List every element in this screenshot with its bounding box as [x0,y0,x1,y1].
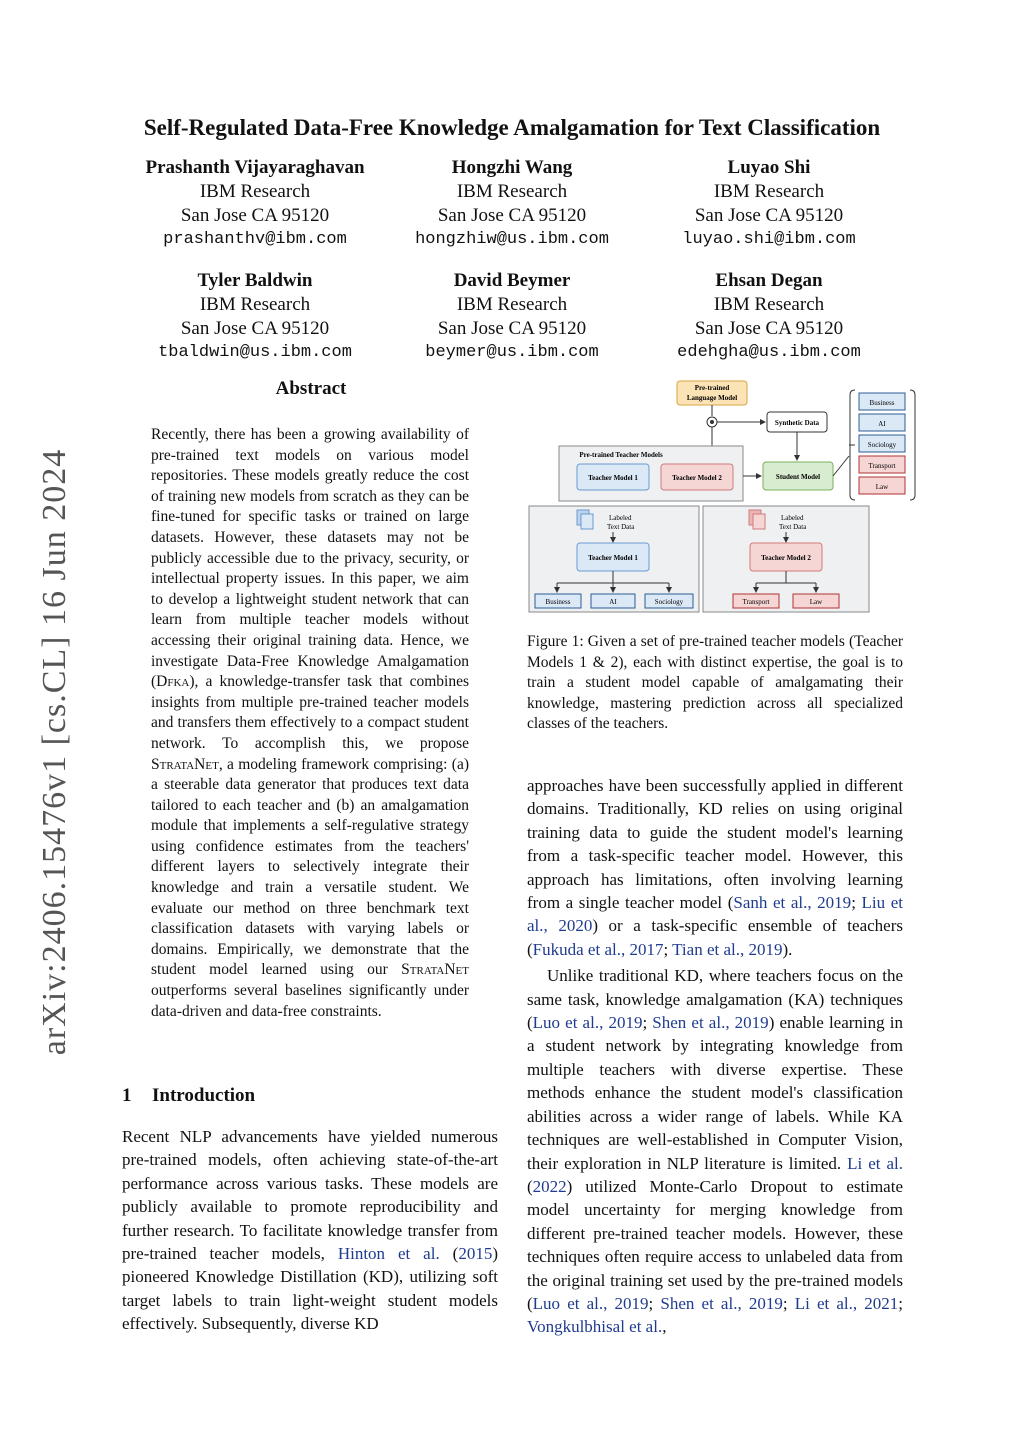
author-block [382,156,642,252]
pretrained-lm-label: Language Model [686,394,738,402]
class-label: Sociology [867,441,897,449]
text-part: ; [782,1293,795,1313]
author-location: San Jose CA 95120 [437,205,587,226]
paragraph [527,774,903,961]
citation-link[interactable]: Shen et al., 2019 [652,1013,769,1033]
citation-link[interactable]: Luo et al., 2019 [532,1293,649,1313]
author-affiliation: IBM Research [456,294,568,315]
author-location: San Jose CA 95120 [180,205,330,226]
citation-link[interactable]: Li et al., 2021 [794,1293,899,1313]
text-part: ) utilized Monte-Carlo Dropout to estimate model uncertainty for merging knowledge from different pre-trained teacher models. However, these techniques often require access to unlabeled data from the original training set used by the pre-trained models ( [527,1176,903,1313]
class-label: Business [869,399,895,407]
right-column-text [527,774,903,1339]
abstract-text-part: ), a knowledge-transfer task that combines insights from multiple pre-trained teacher models and transfers them effectively to a compact student network. To accomplish this, we propose [151,673,469,752]
author-name: Hongzhi Wang [451,157,573,178]
labeled-data-label: Labeled [609,514,632,522]
author-affiliation: IBM Research [713,181,825,202]
teacher-model-2-label: Teacher Model 2 [761,554,811,562]
author-block [125,156,385,252]
citation-link[interactable]: Hinton et al. [337,1244,440,1264]
labeled-data-label: Labeled [781,514,804,522]
author-location: San Jose CA 95120 [694,205,844,226]
text-part: ; [898,1293,904,1313]
student-model-label: Student Model [775,473,821,481]
text-part: Recent NLP advancements have yielded numerous pre-trained models, often achieving state-of-the-art performance across various tasks. These models are publicly available to promote reproducibility and further research. To facilitate knowledge transfer from pre-trained teacher models, [122,1127,498,1264]
teacher-models-group-label: Pre-trained Teacher Models [579,451,663,459]
document-icon [581,514,593,529]
connector-line [833,456,849,476]
text-part: ( [439,1244,459,1264]
author-location: San Jose CA 95120 [437,318,587,339]
synthetic-data-label: Synthetic Data [774,419,820,427]
class-label: Law [809,598,823,606]
author-location: San Jose CA 95120 [694,318,844,339]
abstract-text-part: , a modeling framework comprising: (a) a steerable data generator that produces text data tailored to each teacher and (b) an amalgamation module that implements a self-regulative strategy using confidence estimates from the teachers' different layers to selectively integrate their knowledge and train a versatile student. We evaluate our method on three benchmark text classification datasets with varying labels or domains. Empirically, we demonstrate that the student model learned using our [151,755,469,979]
introduction-paragraph [122,1125,498,1336]
text-part: approaches have been successfully applied in different domains. Traditionally, KD relies on using original training data to guide the student model's learning from a task-specific teacher model. However, this approach has limitations, often involving learning from a single teacher model ( [527,776,903,913]
class-label: Sociology [654,598,684,606]
abstract-text-part: outperforms several baselines significantly under data-driven and data-free constraints. [151,982,469,1020]
author-email: prashanthv@ibm.com [163,230,347,249]
citation-link[interactable]: 2022 [532,1176,567,1196]
citation-link[interactable]: Li et al. [847,1153,903,1173]
class-label: Business [545,598,571,606]
stratanet-name: StrataNet [401,961,469,979]
citation-link[interactable]: Liu et al., 2020 [527,893,903,936]
text-part: ; [648,1293,661,1313]
citation-link[interactable]: Luo et al., 2019 [532,1013,643,1033]
text-part: ; [851,893,862,913]
text-part: ). [782,939,793,959]
citation-link[interactable]: 2015 [458,1244,493,1264]
author-affiliation: IBM Research [199,294,311,315]
citation-link[interactable]: Fukuda et al., 2017 [532,939,664,959]
pretrained-lm-label: Pre-trained [694,384,730,392]
author-block [639,269,899,365]
teacher-model-1-label: Teacher Model 1 [588,474,638,482]
text-part: ) pioneered Knowledge Distillation (KD), utilizing soft target labels to train light-weight student models effectively. Subsequently, diverse KD [122,1244,498,1334]
author-affiliation: IBM Research [713,294,825,315]
section-number: 1 [122,1085,132,1106]
author-email: beymer@us.ibm.com [425,343,599,362]
author-name: Prashanth Vijayaraghavan [145,157,365,178]
citation-link[interactable]: Tian et al., 2019 [672,939,783,959]
teacher-model-1-label: Teacher Model 1 [588,554,638,562]
text-part: ) or a task-specific ensemble of teachers ( [527,916,903,959]
paragraph [527,964,903,1339]
labeled-data-label: Text Data [779,523,807,531]
author-location: San Jose CA 95120 [180,318,330,339]
citation-link[interactable]: Vongkulbhisal et al. [527,1317,663,1337]
author-block [382,269,642,365]
text-part: ( [527,1176,533,1196]
text-part: Unlike traditional KD, where teachers focus on the same task, knowledge amalgamation (KA) techniques ( [527,966,903,1033]
author-block [639,156,899,252]
labeled-data-label: Text Data [607,523,635,531]
aggregator-node-dot [710,420,714,424]
author-email: tbaldwin@us.ibm.com [158,343,352,362]
dfka-acronym: Dfka [156,673,190,691]
citation-link[interactable]: Sanh et al., 2019 [733,893,852,913]
text-part: ) enable learning in a student network by integrating knowledge from multiple teachers with diverse expertise. These methods enhance the student model's classification abilities across a wider range of labels. While KA techniques are well-established in Computer Vision, their exploration in NLP literature is limited. [527,1013,903,1173]
class-label: AI [609,598,617,606]
stratanet-name: StrataNet [151,755,219,773]
author-name: David Beymer [453,270,571,291]
author-email: luyao.shi@ibm.com [682,230,856,249]
text-part: ; [663,939,673,959]
author-block [125,269,385,365]
author-affiliation: IBM Research [456,181,568,202]
abstract-text [151,425,469,1022]
class-label: AI [878,420,886,428]
author-email: hongzhiw@us.ibm.com [415,230,609,249]
teacher-model-2-label: Teacher Model 2 [672,474,722,482]
text-part: , [662,1317,667,1337]
document-icon [753,514,765,529]
section-heading-introduction [122,1085,502,1107]
author-email: edehgha@us.ibm.com [677,343,861,362]
author-affiliation: IBM Research [199,181,311,202]
author-name: Tyler Baldwin [197,270,313,291]
class-list-brace [910,390,915,500]
figure-1-diagram [527,376,917,616]
author-name: Luyao Shi [727,157,811,178]
figure-1-caption: Figure 1: Given a set of pre-trained teacher models (Teacher Models 1 & 2), each with distinct expertise, the goal is to train a student model capable of amalgamating their knowledge, mastering prediction across all specialized classes of the teachers. [527,633,903,733]
paper-title: Self-Regulated Data-Free Knowledge Amalgamation for Text Classification [143,115,881,140]
section-title: Introduction [152,1085,256,1106]
abstract-text-part: Recently, there has been a growing availability of pre-trained text models on various model repositories. These models greatly reduce the cost of training new models from scratch as they can be fine-tuned for specific tasks or trained on large datasets. However, these datasets may not be publicly accessible due to the privacy, security, or intellectual property issues. In this paper, we aim to develop a lightweight student network that can learn from multiple teacher models without accessing their original training data. Hence, we investigate Data-Free Knowledge Amalgamation ( [151,426,469,691]
arxiv-identifier[interactable]: arXiv:2406.15476v1 [cs.CL] 16 Jun 2024 [36,448,73,1056]
abstract-heading: Abstract [275,378,347,399]
class-label: Transport [868,462,896,470]
text-part: ; [642,1013,653,1033]
class-label: Law [875,483,889,491]
citation-link[interactable]: Shen et al., 2019 [660,1293,783,1313]
author-name: Ehsan Degan [715,270,823,291]
class-label: Transport [742,598,770,606]
